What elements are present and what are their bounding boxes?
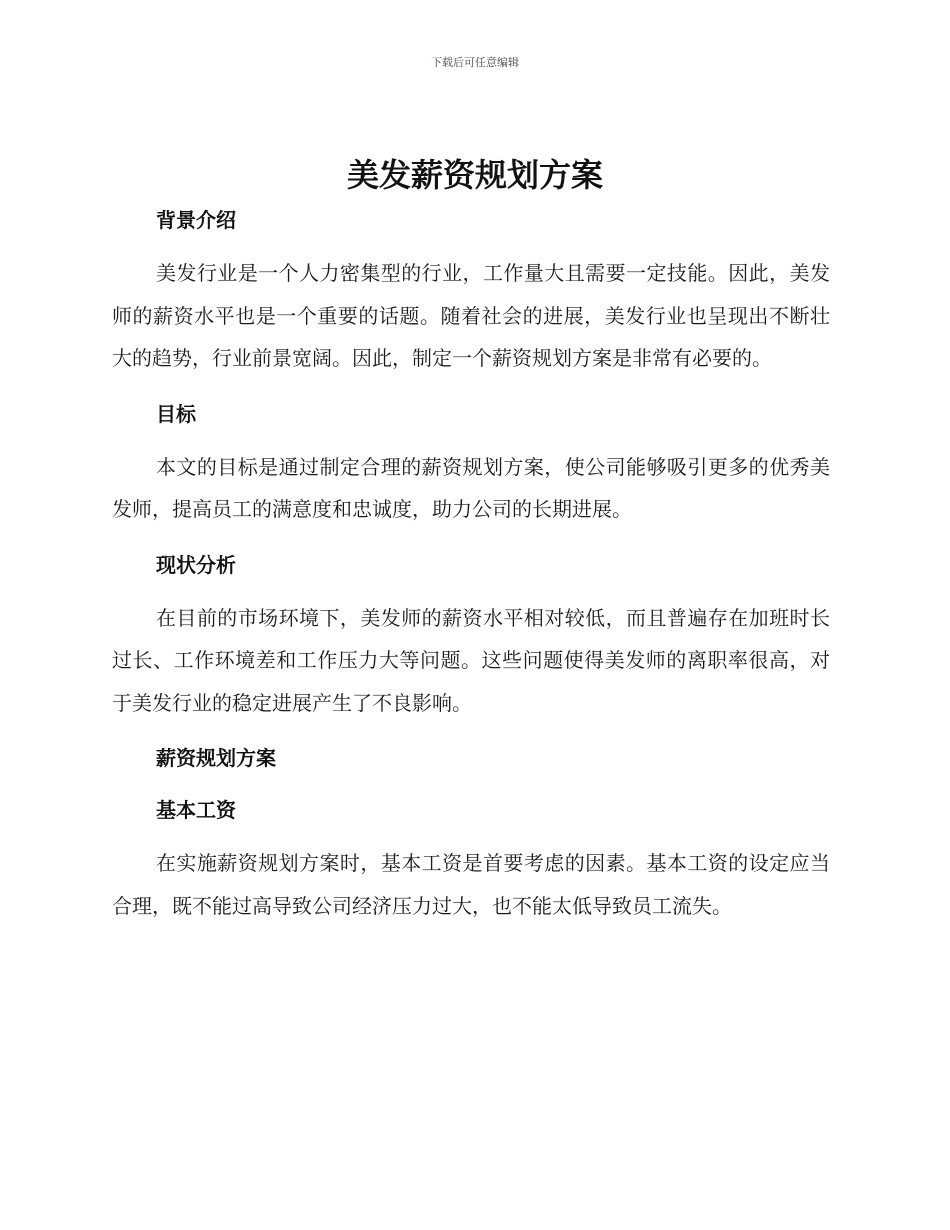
section-heading-background: 背景介绍 <box>156 208 236 232</box>
section-paragraph-base-salary: 在实施薪资规划方案时，基本工资是首要考虑的因素。基本工资的设定应当合理，既不能过高导致公司经济压力过大，也不能太低导致员工流失。 <box>112 851 830 918</box>
section-heading-status-analysis: 现状分析 <box>156 552 236 577</box>
section-heading-base-salary: 基本工资 <box>156 798 236 822</box>
section-paragraph-status-analysis: 在目前的市场环境下，美发师的薪资水平相对较低，而且普遍存在加班时长过长、工作环境差和工作压力大等问题。这些问题使得美发师的离职率很高，对于美发行业的稳定进展产生了不良影响。 <box>112 605 830 715</box>
section-heading-salary-plan: 薪资规划方案 <box>156 746 276 770</box>
section-paragraph-background: 美发行业是一个人力密集型的行业，工作量大且需要一定技能。因此，美发师的薪资水平也是一个重要的话题。随着社会的进展，美发行业也呈现出不断壮大的趋势，行业前景宽阔。因此，制定一个薪资规划方案是非常有必要的。 <box>112 261 830 370</box>
document-body <box>112 200 830 941</box>
page-header-note: 下载后可任意编辑 <box>431 56 519 69</box>
section-heading-goal: 目标 <box>156 401 196 426</box>
document-title: 美发薪资规划方案 <box>346 156 603 194</box>
section-paragraph-goal: 本文的目标是通过制定合理的薪资规划方案，使公司能够吸引更多的优秀美发师，提高员工的满意度和忠诚度，助力公司的长期进展。 <box>112 454 830 521</box>
